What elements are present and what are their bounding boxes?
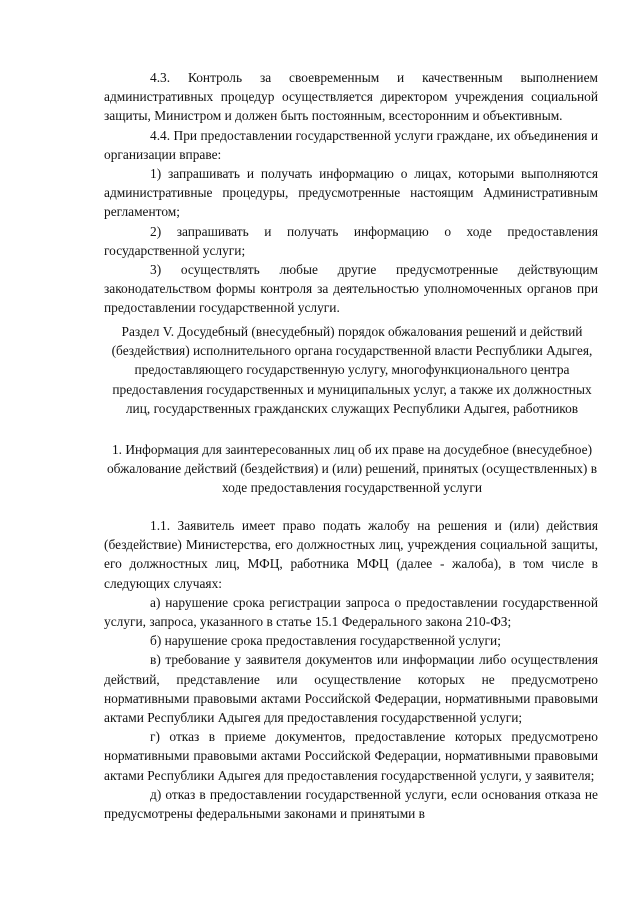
paragraph-1-1: 1.1. Заявитель имеет право подать жалобу на решения и (или) действия (бездействие) Министерства, его должностных лиц, учреждения социальной защиты, его должностных лиц, МФЦ, работника МФЦ (далее - жалоба), в том числе в следующих случаях:	[104, 518, 598, 591]
subsection-1-heading-block	[100, 440, 604, 498]
paragraph-4-4-item-1: 1) запрашивать и получать информацию о лицах, которыми выполняются административные процедуры, предусмотренные настоящим Административным регламентом;	[104, 166, 598, 220]
paragraph-item-g: г) отказ в приеме документов, предоставление которых предусмотрено нормативными правовыми актами Российской Федерации, нормативными правовыми актами Республики Адыгея для предоставления государственной услуги, у заявителя;	[104, 729, 598, 783]
section-5-heading: Раздел V. Досудебный (внесудебный) порядок обжалования решений и действий (бездействия) исполнительного органа государственной власти Республики Адыгея, предоставляющего государственную услугу, многофункционального центра предоставления государственных и муниципальных услуг, а также их должностных лиц, государственных гражданских служащих Республики Адыгея, работников	[111, 324, 593, 416]
complaint-section	[104, 516, 598, 823]
paragraph-4-4-item-2: 2) запрашивать и получать информацию о ходе предоставления государственной услуги;	[104, 223, 598, 258]
paragraph-item-d: д) отказ в предоставлении государственной услуги, если основания отказа не предусмотрены федеральными законами и принятыми в	[104, 786, 598, 822]
paragraph-item-v: в) требование у заявителя документов или информации либо осуществления действий, представление или осуществление которых не предусмотрено нормативными правовыми актами Российской Федерации, нормативными правовыми актами Республики Адыгея для предоставления государственной услуги;	[104, 652, 598, 726]
control-section	[104, 68, 598, 318]
subsection-1-heading: 1. Информация для заинтересованных лиц об их праве на досудебное (внесудебное) обжалование действий (бездействия) и (или) решений, принятых (осуществленных) в ходе предоставления государственной услуги	[106, 442, 598, 496]
section-5-heading-block	[100, 322, 604, 418]
paragraph-item-b: б) нарушение срока предоставления государственной услуги;	[150, 633, 501, 649]
paragraph-4-4-item-3: 3) осуществлять любые другие предусмотренные действующим законодательством формы контроля за деятельностью уполномоченных органов при предоставлении государственной услуги.	[104, 262, 598, 316]
paragraph-4-3: 4.3. Контроль за своевременным и качественным выполнением административных процедур осуществляется директором учреждения социальной защиты, Министром и должен быть постоянным, всесторонним и объективным.	[104, 70, 598, 124]
paragraph-item-a: а) нарушение срока регистрации запроса о предоставлении государственной услуги, запроса, указанного в статье 15.1 Федерального закона 210-ФЗ;	[104, 594, 598, 630]
paragraph-4-4: 4.4. При предоставлении государственной услуги граждане, их объединения и организации вправе:	[104, 127, 598, 162]
